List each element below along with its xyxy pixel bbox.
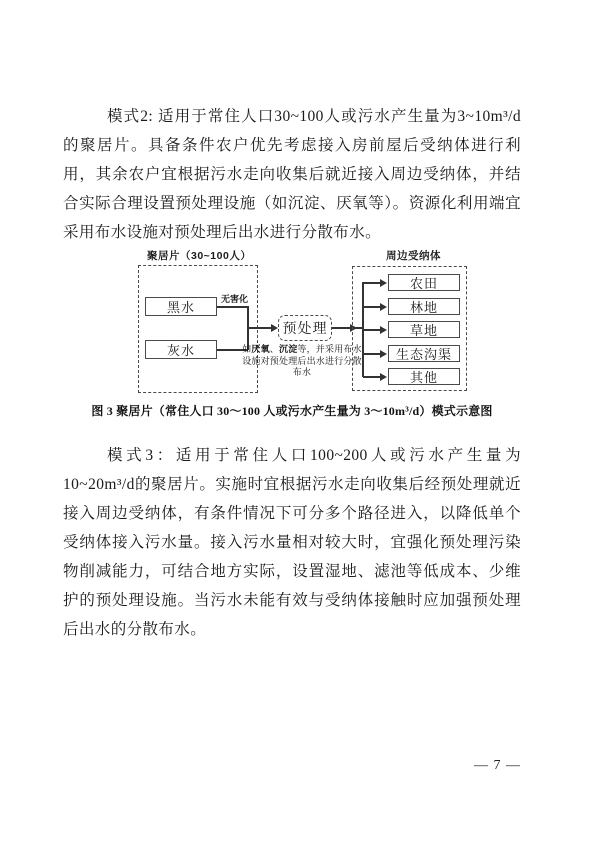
receiver-arrowhead [380, 303, 387, 311]
receiver-label: 草地 [409, 323, 438, 338]
blackwater-connector-line [217, 306, 248, 308]
figure3-diagram [110, 248, 500, 400]
receiver-box-other [388, 368, 460, 385]
receiver-box-grassland [388, 321, 460, 338]
receiver-box-forest [388, 298, 460, 315]
receiver-arrowhead [380, 350, 387, 358]
cluster-title: 聚居片（30~100人） [147, 250, 252, 262]
page-number: — 7 — [474, 758, 521, 773]
note-bold-anaerobic: 厌氧 [251, 344, 270, 354]
harmless-label: 无害化 [221, 294, 249, 304]
cluster-dashed-box [138, 265, 258, 393]
receiver-arrowhead [380, 279, 387, 287]
receiver-arrowhead [380, 326, 387, 334]
paragraph-mode3: 模式3：适用于常住人口100~200人或污水产生量为10~20m³/d的聚居片。实施时宜根据污水走向收集后经预处理就近接入周边受纳体，有条件情况下可分多个路径进入，以降低单个受纳体接入污水量。接入污水量相对较大时，宜强化预处理污染物削减能力，可结合地方实际，设置湿地、滤池等低成本、少维护的预处理设施。当污水未能有效与受纳体接触时应加强预处理后出水的分散布水。 [63, 447, 521, 638]
receivers-title: 周边受纳体 [386, 250, 441, 262]
page-content [63, 102, 521, 644]
receiver-label: 生态沟渠 [395, 347, 452, 362]
receiver-box-farmland [388, 274, 460, 291]
receiver-label: 林地 [409, 300, 438, 315]
receiver-label: 其他 [409, 370, 438, 385]
graywater-box [145, 340, 217, 359]
note-bold-sedimentation: 沉淀 [279, 344, 298, 354]
pretreatment-label: 预处理 [282, 320, 328, 336]
blackwater-label: 黑水 [166, 300, 195, 315]
graywater-label: 灰水 [166, 343, 195, 358]
blackwater-box [145, 297, 217, 316]
note-text: 等，并采用布水设施对预处理后出水进行分散布水 [242, 344, 362, 377]
receiver-label: 农田 [409, 276, 438, 291]
pretreatment-note [241, 344, 363, 379]
note-text: 、 [269, 344, 279, 354]
arrowhead-into-pretreatment [271, 324, 278, 332]
figure3-caption: 图 3 聚居片（常住人口 30～100 人或污水产生量为 3～10m³/d）模式示意图 [91, 404, 493, 418]
receiver-arrowhead [380, 373, 387, 381]
note-text: 如 [242, 344, 252, 354]
paragraph-mode2: 模式2: 适用于常住人口30~100人或污水产生量为3~10m³/d的聚居片。具备条件农户优先考虑接入房前屋后受纳体进行利用，其余农户宜根据污水走向收集后就近接入周边受纳体，并结合实际合理设置预处理设施（如沉淀、厌氧等）。资源化利用端宜采用布水设施对预处理后出水进行分散布水。 [63, 108, 521, 241]
pretreatment-box [278, 315, 332, 341]
receiver-box-eco-ditch [388, 345, 460, 362]
